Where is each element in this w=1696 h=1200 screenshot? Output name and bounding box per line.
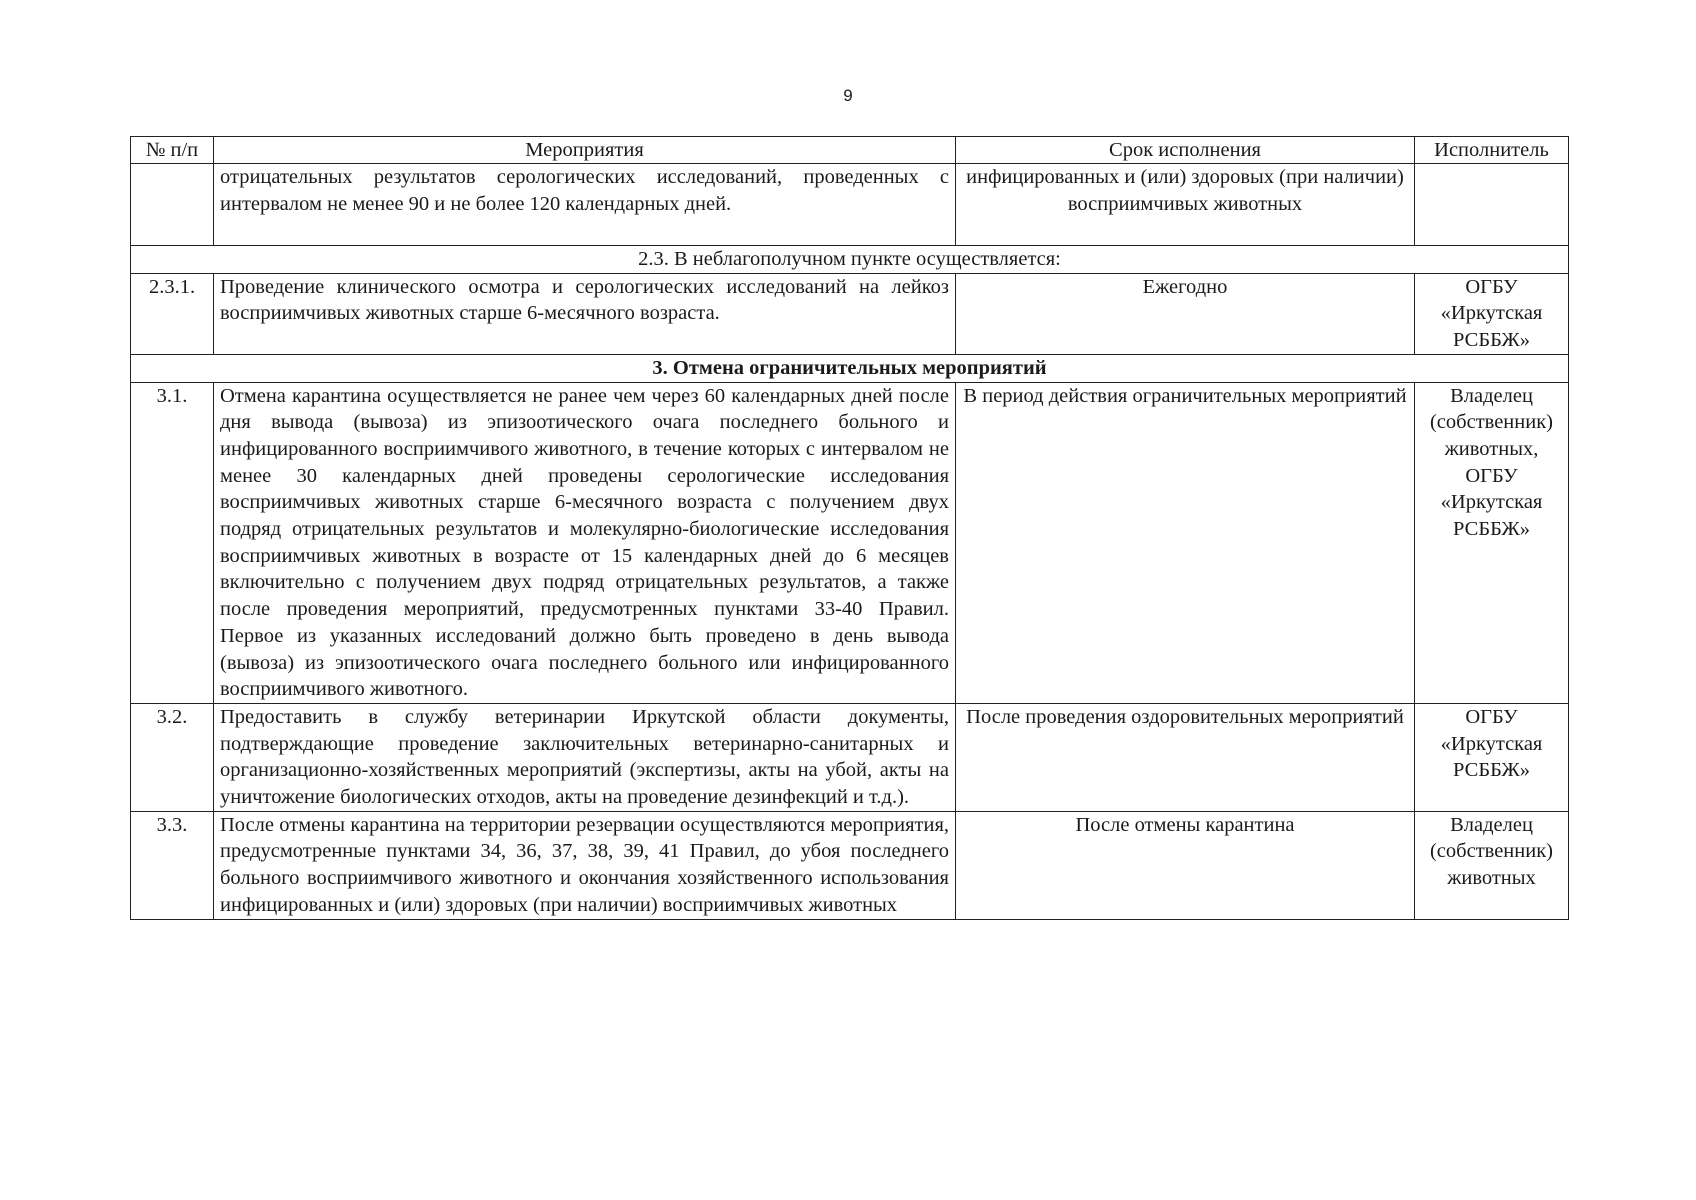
cell-activity: отрицательных результатов серологических исследований, проведенных с интервалом не менее 90 и не более 120 календарных дней. xyxy=(214,164,956,246)
cell-activity: Проведение клинического осмотра и серологических исследований на лейкоз восприимчивых животных старше 6-месячного возраста. xyxy=(214,273,956,354)
cell-term: После отмены карантина xyxy=(956,811,1415,919)
cell-activity: После отмены карантина на территории резервации осуществляются мероприятия, предусмотренные пунктами 34, 36, 37, 38, 39, 41 Правил, до убоя последнего больного восприимчивого животного и окончания хозяйственного использования инфицированных и (или) здоровых (при наличии) восприимчивых животных xyxy=(214,811,956,919)
cell-executor: ОГБУ «Иркутская РСББЖ» xyxy=(1415,273,1569,354)
measures-table xyxy=(130,136,1569,920)
section-heading: 2.3. В неблагополучном пункте осуществляется: xyxy=(131,246,1569,274)
cell-executor: ОГБУ «Иркутская РСББЖ» xyxy=(1415,703,1569,811)
cell-term: В период действия ограничительных мероприятий xyxy=(956,382,1415,703)
page-number: 9 xyxy=(843,86,853,105)
table-row-3-2 xyxy=(131,703,1569,811)
header-term: Срок исполнения xyxy=(956,137,1415,164)
cell-executor: Владелец (собственник) животных xyxy=(1415,811,1569,919)
cell-executor: Владелец (собственник) животных, ОГБУ «Иркутская РСББЖ» xyxy=(1415,382,1569,703)
table-row-3-3 xyxy=(131,811,1569,919)
table-row-2-3-1 xyxy=(131,273,1569,354)
cell-term: После проведения оздоровительных мероприятий xyxy=(956,703,1415,811)
table-row-3-1 xyxy=(131,382,1569,703)
header-num: № п/п xyxy=(131,137,214,164)
section-heading: 3. Отмена ограничительных мероприятий xyxy=(131,354,1569,382)
cell-num xyxy=(131,164,214,246)
cell-term: инфицированных и (или) здоровых (при наличии) восприимчивых животных xyxy=(956,164,1415,246)
section-row-3 xyxy=(131,354,1569,382)
cell-term: Ежегодно xyxy=(956,273,1415,354)
header-activity: Мероприятия xyxy=(214,137,956,164)
table-row-continuation xyxy=(131,164,1569,246)
cell-num: 3.2. xyxy=(131,703,214,811)
cell-activity: Отмена карантина осуществляется не ранее чем через 60 календарных дней после дня вывода (вывоза) из эпизоотического очага последнего больного и инфицированного восприимчивого животного, в течение которых с интервалом не менее 30 календарных дней проведены серологические исследования восприимчивых животных старше 6-месячного возраста с получением двух подряд отрицательных результатов и молекулярно-биологические исследования восприимчивых животных в возрасте от 15 календарных дней до 6 месяцев включительно с получением двух подряд отрицательных результатов, а также после проведения мероприятий, предусмотренных пунктами 33-40 Правил. Первое из указанных исследований должно быть проведено в день вывода (вывоза) из эпизоотического очага последнего больного или инфицированного восприимчивого животного. xyxy=(214,382,956,703)
section-row-2-3 xyxy=(131,246,1569,274)
cell-num: 3.3. xyxy=(131,811,214,919)
cell-executor xyxy=(1415,164,1569,246)
cell-num: 2.3.1. xyxy=(131,273,214,354)
table-header-row xyxy=(131,137,1569,164)
cell-num: 3.1. xyxy=(131,382,214,703)
header-executor: Исполнитель xyxy=(1415,137,1569,164)
cell-activity: Предоставить в службу ветеринарии Иркутской области документы, подтверждающие проведение заключительных ветеринарно-санитарных и организационно-хозяйственных мероприятий (экспертизы, акты на убой, акты на уничтожение биологических отходов, акты на проведение дезинфекций и т.д.). xyxy=(214,703,956,811)
